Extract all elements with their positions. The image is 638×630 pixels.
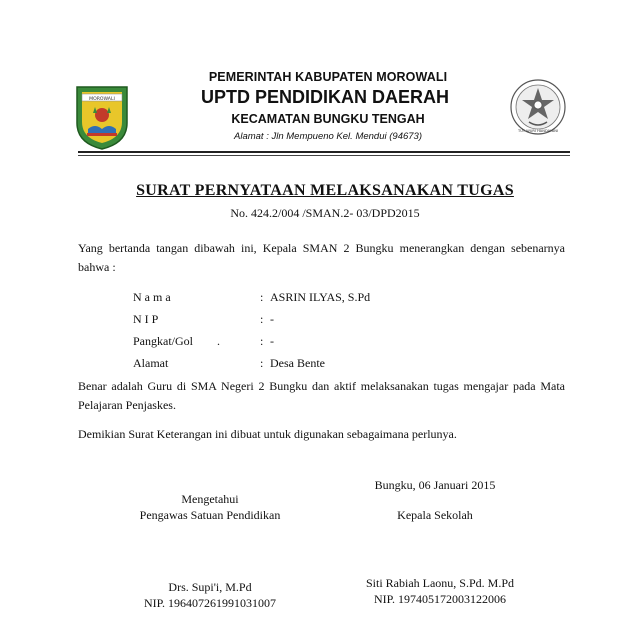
field-colon: : xyxy=(260,334,264,348)
svg-text:MOROWALI: MOROWALI xyxy=(89,97,115,102)
field-value: Desa Bente xyxy=(270,356,325,370)
tut-wuri-handayani-logo xyxy=(509,78,567,136)
education-emblem-icon xyxy=(509,78,567,136)
letter-number: No. 424.2/004 /SMAN.2- 03/DPD2015 xyxy=(230,206,420,220)
letter-intro: Yang bertanda tangan dibawah ini, Kepala SMAN 2 Bungku menerangkan dengan sebenarnya bahwa : xyxy=(78,241,565,274)
field-row-rank xyxy=(133,334,553,352)
field-row-name xyxy=(133,290,553,308)
principal-nip: NIP. 197405172003122006 xyxy=(373,592,506,606)
field-value: - xyxy=(270,334,274,348)
svg-text:TUT WURI HANDAYANI: TUT WURI HANDAYANI xyxy=(518,129,558,133)
field-colon: : xyxy=(260,290,264,304)
field-label: Alamat xyxy=(133,356,169,370)
field-row-nip xyxy=(133,312,553,330)
field-label: N I P xyxy=(133,312,159,326)
letterhead-divider-thin xyxy=(78,155,570,156)
principal-name: Siti Rabiah Laonu, S.Pd. M.Pd xyxy=(365,576,514,590)
letter-body: Benar adalah Guru di SMA Negeri 2 Bungku dan aktif melaksanakan tugas mengajar pada Mata Pelajaran Penjaskes. xyxy=(78,379,565,412)
field-label: N a m a xyxy=(133,290,171,304)
principal-title: Kepala Sekolah xyxy=(397,508,473,522)
field-label: Pangkat/Gol . xyxy=(133,334,220,348)
place-date: Bungku, 06 Januari 2015 xyxy=(374,478,496,492)
field-colon: : xyxy=(260,312,264,326)
field-value: - xyxy=(270,312,274,326)
letter-closing: Demikian Surat Keterangan ini dibuat untuk digunakan sebagaimana perlunya. xyxy=(78,427,457,441)
field-row-address xyxy=(133,356,553,374)
letterhead-district: KECAMATAN BUNGKU TENGAH xyxy=(231,112,425,126)
supervisor-title: Pengawas Satuan Pendidikan xyxy=(139,508,281,522)
letterhead-address: Alamat : Jln Mempueno Kel. Mendui (94673) xyxy=(234,131,422,142)
regency-logo xyxy=(73,83,131,151)
supervisor-nip: NIP. 196407261991031007 xyxy=(143,596,276,610)
letterhead-office: UPTD PENDIDIKAN DAERAH xyxy=(200,87,449,107)
acknowledged-label: Mengetahui xyxy=(181,492,239,506)
supervisor-name: Drs. Supi'i, M.Pd xyxy=(168,580,252,594)
letter-title: SURAT PERNYATAAN MELAKSANAKAN TUGAS xyxy=(136,182,514,199)
letterhead-government: PEMERINTAH KABUPATEN MOROWALI xyxy=(208,70,448,84)
field-value: ASRIN ILYAS, S.Pd xyxy=(270,290,371,304)
letterhead-divider-thick xyxy=(78,151,570,153)
regency-shield-icon xyxy=(73,83,131,151)
field-colon: : xyxy=(260,356,264,370)
